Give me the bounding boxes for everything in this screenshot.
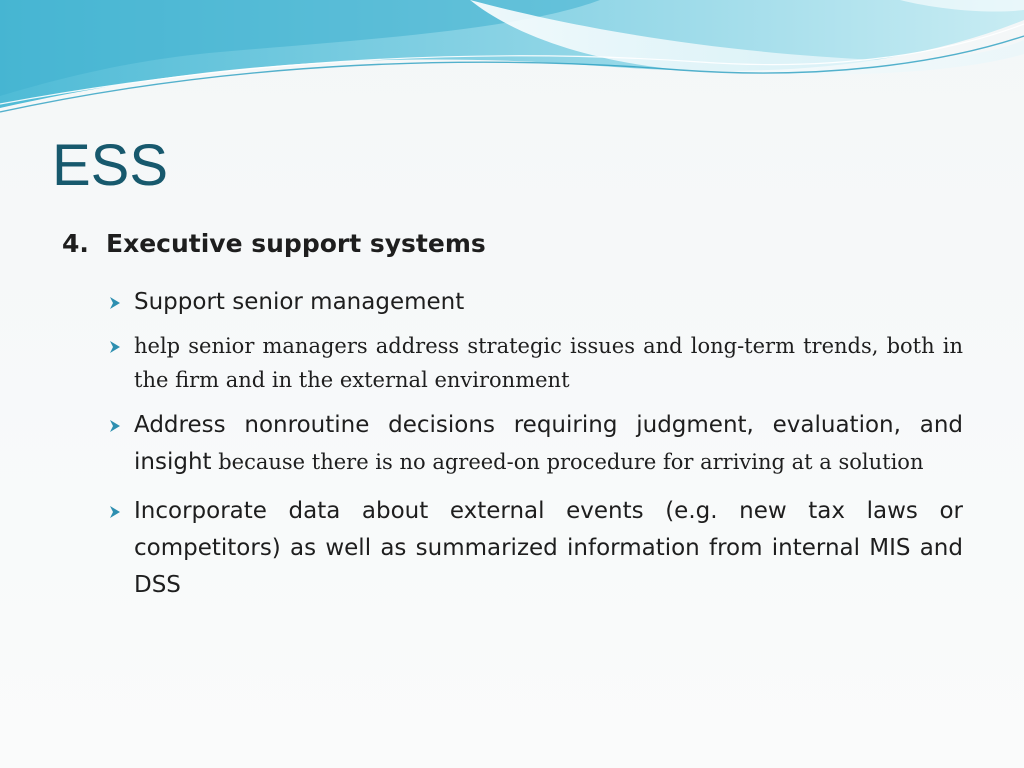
bullet-list xyxy=(108,284,963,604)
list-item xyxy=(108,329,963,397)
list-item xyxy=(108,493,963,604)
bullet-text-serif: because there is no agreed-on procedure for arriving at a solution xyxy=(211,450,924,474)
slide-title: ESS xyxy=(52,133,169,198)
section-heading xyxy=(62,224,486,264)
arrow-bullet-icon xyxy=(108,407,126,481)
section-heading-text: Executive support systems xyxy=(106,229,486,258)
list-item xyxy=(108,284,963,321)
bullet-text: help senior managers address strategic issues and long-term trends, both in the firm and in the external environment xyxy=(134,334,963,392)
arrow-bullet-icon xyxy=(108,284,126,321)
list-item xyxy=(108,407,963,481)
bullet-text: Incorporate data about external events (e.g. new tax laws or competitors) as well as summarized information from internal MIS and DSS xyxy=(134,498,963,598)
arrow-bullet-icon xyxy=(108,493,126,604)
header-wave-decoration xyxy=(0,0,1024,120)
section-number: 4. xyxy=(62,229,89,258)
bullet-text: Support senior management xyxy=(134,289,465,315)
arrow-bullet-icon xyxy=(108,329,126,397)
bullet-text-sans: Address nonroutine decisions requiring judgment, evaluation, and insight xyxy=(134,412,963,475)
